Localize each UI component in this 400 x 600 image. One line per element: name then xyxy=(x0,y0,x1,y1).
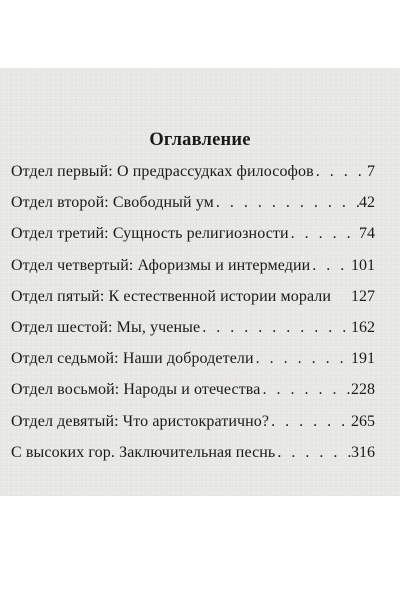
toc-entry-label: Отдел девятый: Что аристократично? xyxy=(11,412,270,430)
toc-entry-page: 162 xyxy=(351,318,375,336)
toc-entry-page: 74 xyxy=(359,225,375,243)
toc-entry xyxy=(11,381,375,412)
toc-entry-label: Отдел шестой: Мы, ученые xyxy=(11,318,201,336)
toc-entry-page: 127 xyxy=(351,287,375,305)
toc-entry xyxy=(11,288,375,319)
table-of-contents xyxy=(11,163,375,475)
toc-entry xyxy=(11,225,375,256)
toc-entry xyxy=(11,194,375,225)
toc-entry-page: 191 xyxy=(351,350,375,368)
toc-title: Оглавление xyxy=(149,130,251,150)
toc-entry xyxy=(11,163,375,194)
toc-entry xyxy=(11,350,375,381)
toc-dot-leader xyxy=(289,225,359,243)
toc-entry-page: 7 xyxy=(367,163,375,180)
toc-entry-page: 101 xyxy=(351,256,375,274)
toc-entry xyxy=(11,319,375,350)
toc-dot-leader xyxy=(310,257,351,275)
toc-entry-label: Отдел пятый: К естественной истории морали xyxy=(11,287,332,305)
toc-dot-leader xyxy=(260,381,351,399)
toc-dot-leader xyxy=(254,350,351,368)
toc-entry xyxy=(11,257,375,288)
toc-entry-label: С высоких гор. Заключительная песнь xyxy=(11,443,276,461)
toc-entry-label: Отдел второй: Свободный ум xyxy=(11,194,214,212)
toc-entry-label: Отдел седьмой: Наши добродетели xyxy=(11,350,254,368)
toc-entry-page: 265 xyxy=(351,412,375,430)
toc-entry xyxy=(11,444,375,475)
book-page xyxy=(0,68,400,496)
toc-dot-leader xyxy=(275,444,351,462)
toc-entry xyxy=(11,413,375,444)
toc-entry-label: Отдел четвертый: Афоризмы и интермедии xyxy=(11,256,311,274)
toc-entry-page: 316 xyxy=(351,443,375,461)
toc-dot-leader xyxy=(200,319,351,337)
toc-dot-leader xyxy=(269,413,351,431)
toc-entry-page: 228 xyxy=(351,381,375,399)
toc-entry-page: 42 xyxy=(359,194,375,212)
toc-entry-label: Отдел восьмой: Народы и отечества xyxy=(11,381,261,399)
toc-entry-label: Отдел первый: О предрассудках философов xyxy=(11,163,314,180)
toc-entry-label: Отдел третий: Сущность религиозности xyxy=(11,225,289,243)
toc-dot-leader xyxy=(214,194,359,212)
toc-dot-leader xyxy=(314,163,367,181)
